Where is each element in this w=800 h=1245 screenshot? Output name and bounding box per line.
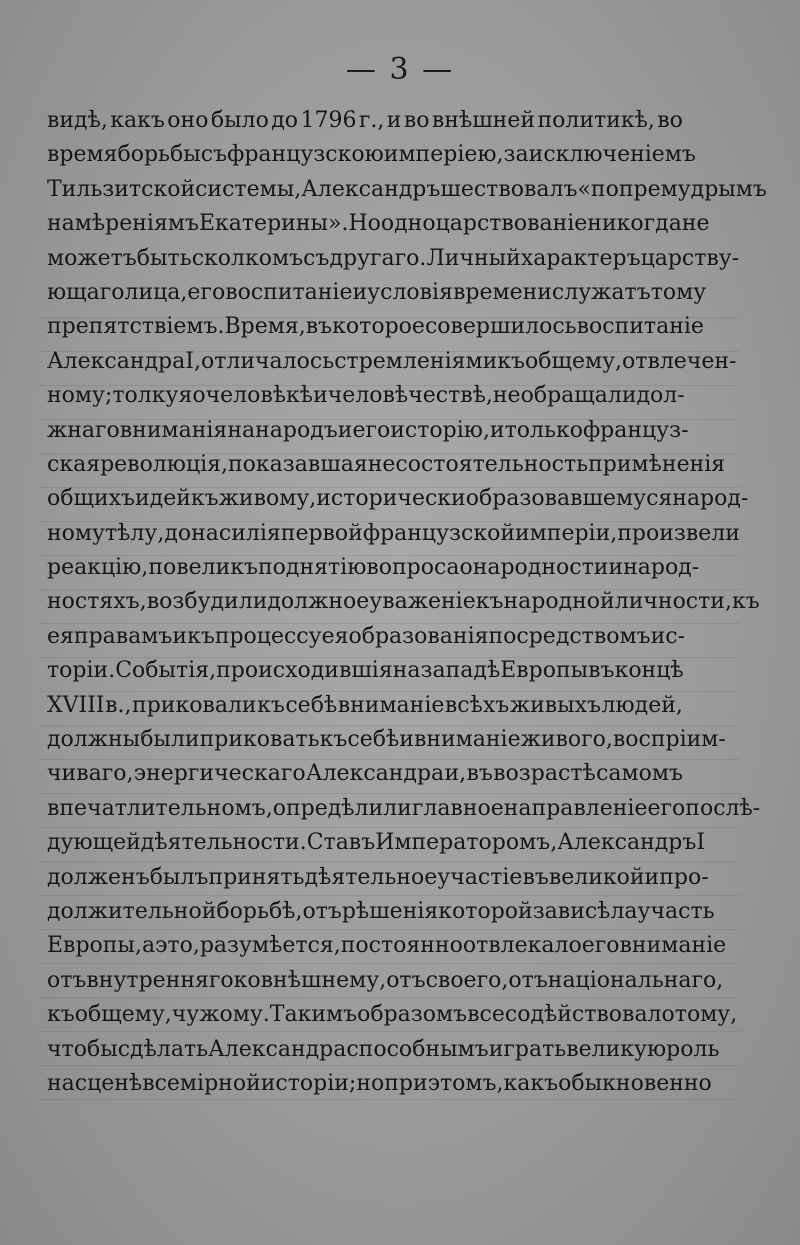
text-line: реакцію, повели къ поднятію вопроса о народности и народ- xyxy=(47,555,700,581)
text-line: Тильзитской системы, Александръ шествовалъ «по премудрымъ xyxy=(47,176,767,202)
text-line: можетъ быть сколкомъ съ другаго. Личный характеръ царству- xyxy=(47,245,740,271)
text-line: ея правамъ и къ процессу ея образованія посредствомъ ис- xyxy=(47,623,686,649)
text-line: общихъ идей къ живому, исторически образовавшемуся народ- xyxy=(47,486,749,512)
text-line: чиваго, энергическаго Александра и, въ возрастѣ самомъ xyxy=(47,761,683,787)
text-line: видѣ, какъ оно было до 1796 г., и во внѣшней политикѣ, во xyxy=(47,108,683,133)
text-line: намѣреніямъ Екатерины». Но одно царствованіе никогда не xyxy=(47,211,710,237)
text-line: XVIII в., приковали къ себѣ вниманіе всѣхъ живыхъ людей, xyxy=(47,692,683,718)
page-number: — 3 — xyxy=(345,52,455,87)
body-text xyxy=(47,104,767,1101)
text-line: впечатлительномъ, опредѣлили главное направленіе его послѣ- xyxy=(47,795,761,821)
text-line: ющаго лица, его воспитаніе и условія времени служатъ тому xyxy=(47,279,707,305)
text-line: Европы, а это, разумѣется, постоянно отвлекало его вниманіе xyxy=(47,933,727,959)
text-line: жнаго вниманія на народъ и его исторію, и только француз- xyxy=(47,417,689,443)
text-line: ская революція, показавшая несостоятельность примѣненія xyxy=(47,451,726,477)
text-line: Александра I, отличалось стремленіями къ общему, отвлечен- xyxy=(47,348,737,374)
text-line: долженъ былъ принять дѣятельное участіе въ великой и про- xyxy=(47,864,709,890)
text-line: на сценѣ всемірной исторіи; но при этомъ, какъ обыкновенно xyxy=(47,1070,712,1096)
text-line: отъ внутренняго ко внѣшнему, отъ своего, отъ національнаго, xyxy=(47,967,724,993)
text-line: препятствіемъ. Время, въ которое совершилось воспитаніе xyxy=(47,314,704,340)
text-line: чтобы сдѣлать Александра способнымъ играть великую роль xyxy=(47,1036,720,1062)
text-line: къ общему, чужому. Такимъ образомъ все содѣйствовало тому, xyxy=(47,1002,738,1028)
text-line: дующей дѣятельности. Ставъ Императоромъ, Александръ I xyxy=(47,830,706,856)
text-line: должительной борьбѣ, отъ рѣшенія которой зависѣла участь xyxy=(47,898,715,924)
text-line: время борьбы съ французскою имперіею, за исключеніемъ xyxy=(47,142,696,168)
text-line: ному тѣлу, до насилія первой французской имперіи, произвели xyxy=(47,520,740,546)
text-line: ностяхъ, возбудили должное уваженіе къ народной личности, къ xyxy=(47,589,760,615)
text-line: должны были приковать къ себѣ и вниманіе живого, воспріим- xyxy=(47,727,726,753)
text-line: ному; толкуя о человѣкѣ и человѣчествѣ, не обращали дол- xyxy=(47,383,685,409)
text-line: торіи. Событія, происходившія на западѣ Европы въ концѣ xyxy=(47,658,684,684)
